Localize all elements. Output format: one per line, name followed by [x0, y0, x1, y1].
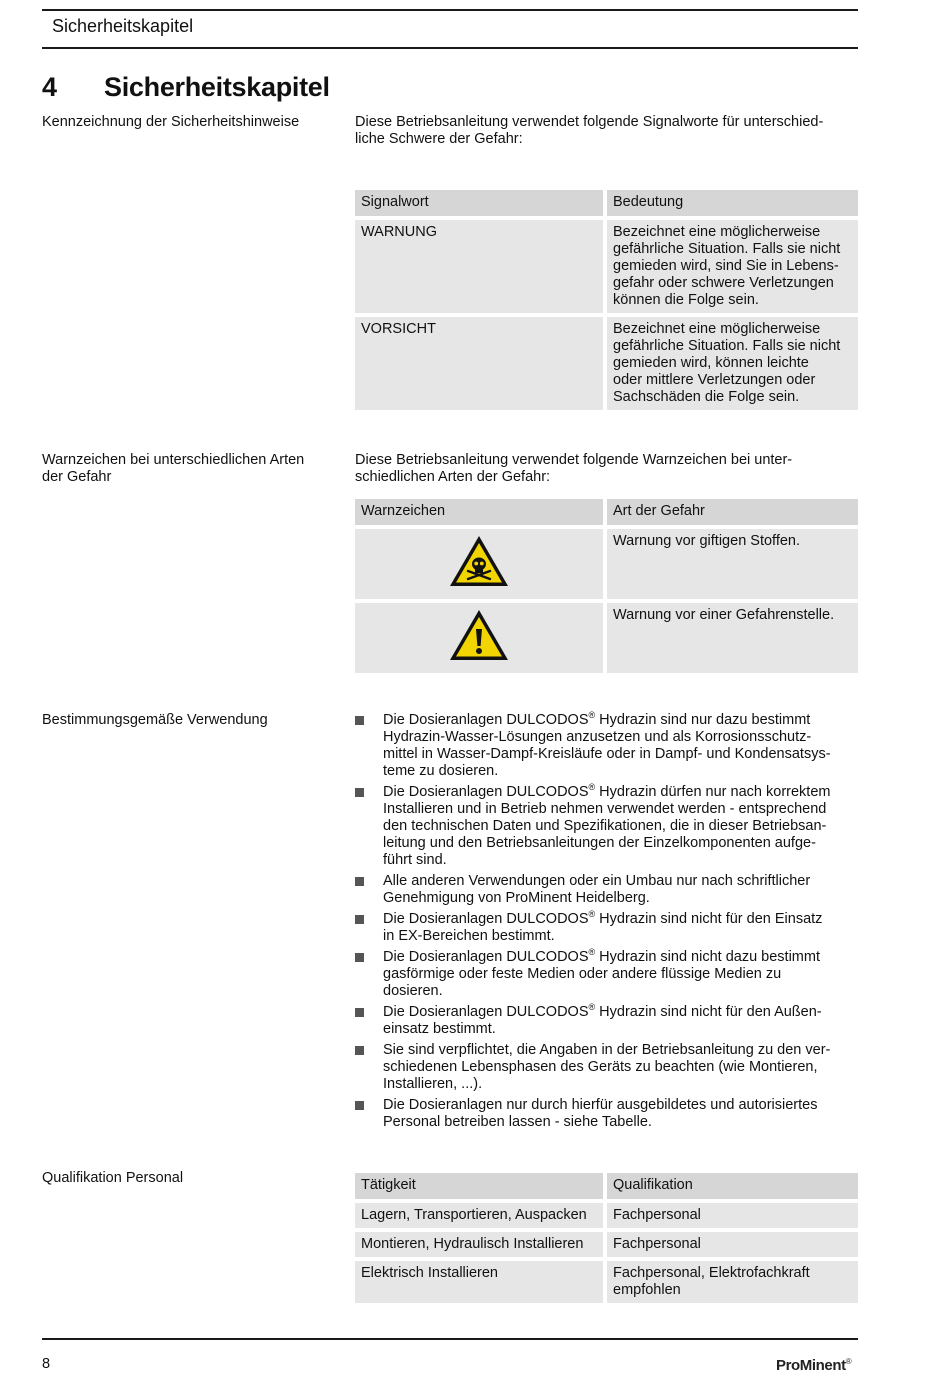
item-line: führt sind. — [383, 852, 447, 868]
registered-mark: ® — [588, 947, 596, 958]
side-heading-warning-signs — [42, 452, 332, 486]
registered-mark: ® — [588, 710, 596, 721]
heading-line: der Gefahr — [42, 469, 112, 485]
list-item — [355, 712, 858, 780]
top-rule — [42, 9, 858, 11]
cell-line: gefährliche Situation. Falls sie nicht — [613, 338, 841, 354]
bullet-square-icon — [355, 1008, 364, 1017]
table-row — [355, 220, 858, 317]
column-header-hazard-type: Art der Gefahr — [607, 499, 858, 529]
registered-mark: ® — [588, 782, 596, 793]
signal-words-intro — [355, 114, 858, 148]
text-fragment: Die Dosieranlagen DULCODOS — [383, 784, 589, 800]
signal-words-table — [355, 190, 858, 410]
prominent-logo — [776, 1357, 851, 1374]
cell-line: können die Folge sein. — [613, 292, 759, 308]
hazard-type-cell: Warnung vor einer Gefahrenstelle. — [607, 603, 858, 673]
text-fragment: Hydrazin dürfen nur nach korrektem — [599, 784, 831, 800]
qualification-cell — [607, 1203, 858, 1232]
heading-line: Warnzeichen bei unterschiedlichen Arten — [42, 452, 305, 468]
registered-mark: ® — [588, 909, 596, 920]
item-line: gasförmige oder feste Medien oder andere flüssige Medien zu — [383, 966, 782, 982]
cell-line: oder mittlere Verletzungen oder — [613, 372, 816, 388]
bullet-square-icon — [355, 953, 364, 962]
list-item — [355, 873, 858, 907]
cell-line: Bezeichnet eine möglicherweise — [613, 321, 821, 337]
item-line: Sie sind verpflichtet, die Angaben in der Betriebsanleitung zu den ver- — [383, 1042, 831, 1058]
bullet-square-icon — [355, 788, 364, 797]
intro-line: liche Schwere der Gefahr: — [355, 131, 523, 147]
text-fragment: Hydrazin sind nicht für den Außen- — [599, 1004, 822, 1020]
cell-line: empfohlen — [613, 1282, 681, 1298]
meaning-cell — [607, 220, 858, 317]
item-line: Genehmigung von ProMinent Heidelberg. — [383, 890, 650, 906]
cell-line: gemieden wird, sind Sie in Lebens- — [613, 258, 839, 274]
bullet-square-icon — [355, 1046, 364, 1055]
item-line: Installieren, ...). — [383, 1076, 483, 1092]
side-heading-signal-words: Kennzeichnung der Sicherheitshinweise — [42, 114, 300, 130]
activity-cell: Elektrisch Installieren — [355, 1261, 607, 1303]
warning-sign-cell — [355, 529, 607, 603]
list-item — [355, 1042, 858, 1093]
skull-warning-icon — [447, 533, 511, 589]
table-header-row — [355, 1173, 858, 1203]
registered-mark: ® — [588, 1002, 596, 1013]
bullet-square-icon — [355, 716, 364, 725]
table-header-row — [355, 190, 858, 220]
column-header-meaning: Bedeutung — [607, 190, 858, 220]
item-line — [383, 911, 858, 928]
cell-line: gefährliche Situation. Falls sie nicht — [613, 241, 841, 257]
item-line: Personal betreiben lassen - siehe Tabelle. — [383, 1114, 652, 1130]
list-item — [355, 1004, 858, 1038]
exclamation-warning-icon — [447, 607, 511, 663]
table-row — [355, 1203, 858, 1232]
table-row — [355, 529, 858, 603]
list-item — [355, 784, 858, 869]
item-line: mittel in Wasser-Dampf-Kreisläufe oder in Dampf- und Kondensatsys- — [383, 746, 831, 762]
item-line: Hydrazin-Wasser-Lösungen anzusetzen und als Korrosionsschutz- — [383, 729, 812, 745]
text-fragment: Die Dosieranlagen DULCODOS — [383, 911, 589, 927]
hazard-type-cell: Warnung vor giftigen Stoffen. — [607, 529, 858, 603]
activity-cell: Lagern, Transportieren, Auspacken — [355, 1203, 607, 1232]
cell-line: Fachpersonal — [613, 1236, 701, 1252]
footer-rule — [42, 1338, 858, 1340]
cell-line: Fachpersonal — [613, 1207, 701, 1223]
intended-use-list — [355, 712, 858, 1135]
text-fragment: Hydrazin sind nicht für den Einsatz — [599, 911, 823, 927]
intro-line: Diese Betriebsanleitung verwendet folgende Signalworte für unterschied- — [355, 114, 824, 130]
signal-word-cell: WARNUNG — [355, 220, 607, 317]
meaning-cell — [607, 317, 858, 410]
text-fragment: Die Dosieranlagen DULCODOS — [383, 712, 589, 728]
bullet-square-icon — [355, 877, 364, 886]
table-header-row — [355, 499, 858, 529]
item-line: leitung und den Betriebsanleitungen der Einzelkomponenten aufge- — [383, 835, 816, 851]
qualification-cell — [607, 1261, 858, 1303]
bullet-square-icon — [355, 1101, 364, 1110]
cell-line: Bezeichnet eine möglicherweise — [613, 224, 821, 240]
column-header-activity: Tätigkeit — [355, 1173, 607, 1203]
chapter-number: 4 — [42, 72, 58, 102]
intro-line: schiedlichen Arten der Gefahr: — [355, 469, 551, 485]
cell-line: gemieden wird, können leichte — [613, 355, 809, 371]
item-line: in EX-Bereichen bestimmt. — [383, 928, 555, 944]
text-fragment: Hydrazin sind nur dazu bestimmt — [599, 712, 811, 728]
table-row — [355, 317, 858, 410]
chapter-title: Sicherheitskapitel — [104, 72, 330, 102]
qualification-table — [355, 1173, 858, 1303]
list-item — [355, 911, 858, 945]
item-line: einsatz bestimmt. — [383, 1021, 496, 1037]
table-row — [355, 1261, 858, 1303]
logo-registered-mark: ® — [845, 1357, 852, 1366]
item-line — [383, 784, 858, 801]
table-row — [355, 1232, 858, 1261]
warning-sign-cell — [355, 603, 607, 673]
qualification-cell — [607, 1232, 858, 1261]
intro-line: Diese Betriebsanleitung verwendet folgende Warnzeichen bei unter- — [355, 452, 793, 468]
item-line — [383, 712, 858, 729]
item-line: Alle anderen Verwendungen oder ein Umbau nur nach schriftlicher — [383, 873, 811, 889]
item-line: dosieren. — [383, 983, 443, 999]
list-item — [355, 949, 858, 1000]
signal-word-cell: VORSICHT — [355, 317, 607, 410]
text-fragment: Hydrazin sind nicht dazu bestimmt — [599, 949, 820, 965]
page-number: 8 — [42, 1356, 51, 1372]
table-row — [355, 603, 858, 673]
item-line: Die Dosieranlagen nur durch hierfür ausgebildetes und autorisiertes — [383, 1097, 818, 1113]
text-fragment: Die Dosieranlagen DULCODOS — [383, 949, 589, 965]
bullet-square-icon — [355, 915, 364, 924]
item-line: schiedenen Lebensphasen des Geräts zu beachten (wie Montieren, — [383, 1059, 818, 1075]
list-item — [355, 1097, 858, 1131]
text-fragment: Die Dosieranlagen DULCODOS — [383, 1004, 589, 1020]
item-line — [383, 1004, 858, 1021]
side-heading-intended-use: Bestimmungsgemäße Verwendung — [42, 712, 268, 728]
activity-cell: Montieren, Hydraulisch Installieren — [355, 1232, 607, 1261]
column-header-qualification: Qualifikation — [607, 1173, 858, 1203]
item-line: teme zu dosieren. — [383, 763, 499, 779]
item-line — [383, 949, 858, 966]
cell-line: Sachschäden die Folge sein. — [613, 389, 800, 405]
column-header-signal-word: Signalwort — [355, 190, 607, 220]
item-line: den technischen Daten und Spezifikationen, die in dieser Betriebsan- — [383, 818, 827, 834]
header-rule — [42, 47, 858, 49]
column-header-warning-sign: Warnzeichen — [355, 499, 607, 529]
cell-line: Fachpersonal, Elektrofachkraft — [613, 1265, 810, 1281]
logo-text: ProMinent — [776, 1357, 846, 1374]
warning-signs-intro — [355, 452, 858, 486]
side-heading-qualification: Qualifikation Personal — [42, 1170, 184, 1186]
running-title: Sicherheitskapitel — [52, 16, 194, 36]
warning-signs-table — [355, 499, 858, 673]
cell-line: gefahr oder schwere Verletzungen — [613, 275, 834, 291]
item-line: Installieren und in Betrieb nehmen verwendet werden - entsprechend — [383, 801, 827, 817]
